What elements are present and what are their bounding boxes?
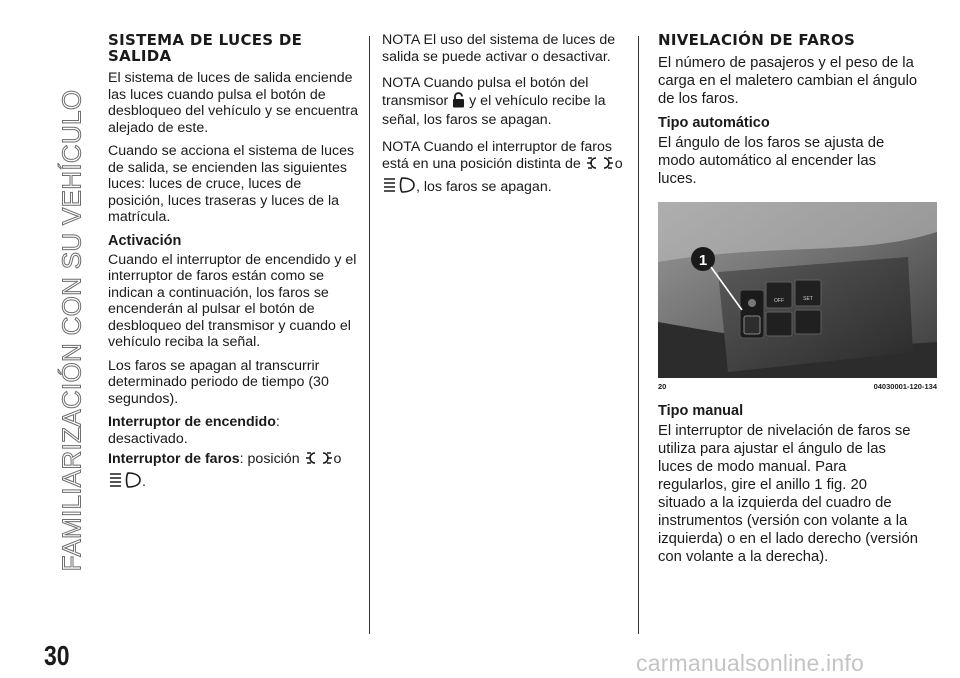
note-2-start: NOTA Cuando pulsa el botón del transmisor bbox=[382, 75, 589, 109]
column-divider bbox=[638, 36, 639, 634]
watermark-text: carmanualsonline.info bbox=[636, 650, 864, 676]
subheading-manual-type: Tipo manual bbox=[658, 403, 744, 419]
headlamp-switch-line bbox=[108, 450, 360, 493]
paragraph: El ángulo de los faros se ajusta de modo automático al encender las luces. bbox=[658, 135, 885, 187]
section-heading-exit-lights: SISTEMA DE LUCES DE SALIDA bbox=[108, 31, 303, 65]
column-1 bbox=[108, 32, 360, 500]
unlock-padlock-icon bbox=[452, 92, 465, 113]
paragraph: Los faros se apagan al transcurrir determinado periodo de tiempo (30 segundos). bbox=[108, 357, 329, 407]
figure-button-off-label: OFF bbox=[774, 298, 784, 304]
paragraph: Cuando el interruptor de encendido y el interruptor de faros están como se indican a continuación, los faros se encenderán al pulsar el botón de desbloqueo del transmisor y cuando el vehículo reciba la señal. bbox=[108, 251, 357, 350]
figure-photo-leveling-switch bbox=[658, 202, 937, 378]
chapter-side-title-text: FAMILIARIZACIÓN CON SU VEHÍCULO bbox=[56, 89, 87, 571]
headlamp-switch-value: : posición bbox=[239, 451, 300, 467]
chapter-side-title bbox=[52, 30, 92, 630]
subheading-automatic-type: Tipo automático bbox=[658, 115, 770, 131]
headlamp-switch-label: Interruptor de faros bbox=[108, 451, 240, 467]
paragraph: El interruptor de nivelación de faros se utiliza para ajustar el ángulo de las luces de modo manual. Para regularlos, gire el anillo 1 fig. 20 situado a la izquierda del cuadro de instrumentos (versión con volante a la izquierda) o en el lado derecho (versión con volante a la derecha). bbox=[658, 423, 918, 565]
figure-code: 04030001-120-134 bbox=[873, 382, 937, 391]
low-beam-icon bbox=[382, 176, 416, 199]
low-beam-icon bbox=[108, 471, 142, 494]
note-1: NOTA El uso del sistema de luces de salida se puede activar o desactivar. bbox=[382, 32, 616, 65]
note-3-end: , los faros se apagan. bbox=[416, 178, 552, 195]
figure-callout-number: 1 bbox=[698, 252, 708, 269]
paragraph: El sistema de luces de salida enciende las luces cuando pulsa el botón de desbloqueo del vehículo y se encuentra alejado de este. bbox=[108, 70, 359, 136]
paragraph: El número de pasajeros y el peso de la carga en el maletero cambian el ángulo de los faros. bbox=[658, 55, 918, 107]
subheading-activation: Activación bbox=[108, 232, 182, 249]
section-heading-headlamp-leveling: NIVELACIÓN DE FAROS bbox=[658, 31, 856, 49]
period: . bbox=[142, 473, 146, 490]
parking-lights-icon bbox=[304, 450, 334, 471]
column-2 bbox=[382, 32, 630, 205]
column-divider bbox=[369, 36, 370, 634]
figure-number: 20 bbox=[658, 382, 667, 391]
ignition-switch-line: Interruptor de encendido: desactivado. bbox=[108, 414, 280, 447]
note-2-end: y el vehículo recibe la señal, los faros se apagan. bbox=[382, 92, 606, 128]
figure-button-set-label: SET bbox=[803, 296, 813, 302]
or-word: o bbox=[614, 156, 623, 172]
or-word: o bbox=[333, 451, 342, 467]
figure-caption bbox=[658, 382, 937, 391]
ignition-switch-label: Interruptor de encendido bbox=[108, 414, 276, 430]
note-2 bbox=[382, 75, 630, 129]
paragraph: Cuando se acciona el sistema de luces de salida, se encienden las siguientes luces: luces de cruce, luces de posición, luces traseras y luces de la matrícula. bbox=[108, 143, 355, 225]
parking-lights-icon bbox=[585, 155, 615, 176]
note-3 bbox=[382, 139, 630, 199]
page-number: 30 bbox=[44, 640, 70, 671]
note-3-start: NOTA Cuando el interruptor de faros está en una posición distinta de bbox=[382, 138, 613, 172]
ignition-switch-value: desactivado. bbox=[108, 430, 188, 447]
column-3 bbox=[658, 31, 937, 573]
